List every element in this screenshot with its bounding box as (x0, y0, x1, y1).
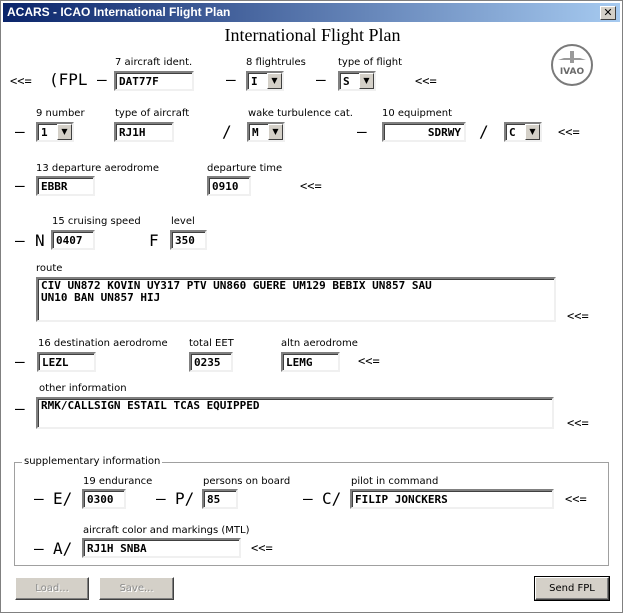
aircraft-color-input[interactable]: RJ1H SNBA (82, 538, 241, 558)
equipment-label: 10 equipment (382, 108, 453, 119)
supp-dash-4: – (34, 539, 44, 558)
ivao-logo-icon (550, 43, 594, 87)
speed-unit-n: N (35, 231, 45, 250)
page-title: International Flight Plan (224, 25, 401, 45)
row1-dash-1: – (97, 70, 107, 89)
other-information-textarea[interactable]: RMK/CALLSIGN ESTAIL TCAS EQUIPPED (36, 397, 554, 429)
row6-dash: – (15, 352, 25, 371)
supp-dash-3: – (303, 489, 313, 508)
altn-aerodrome-label: altn aerodrome (281, 338, 358, 349)
flightrules-value: I (251, 75, 258, 88)
save-button[interactable]: Save... (99, 577, 174, 600)
route-arrow: <<= (567, 309, 589, 323)
number-label: 9 number (36, 108, 85, 119)
row1-dash-2: – (226, 70, 236, 89)
supp-arrow-1: <<= (565, 492, 587, 506)
wake-turbulence-select[interactable] (247, 122, 285, 142)
aircraft-type-label: type of aircraft (115, 108, 190, 119)
svg-text:IVAO: IVAO (559, 67, 585, 77)
persons-on-board-input[interactable]: 85 (202, 489, 238, 509)
wake-turbulence-value: M (252, 126, 259, 139)
supplementary-title: supplementary information (24, 456, 161, 467)
row2-slash-2: / (479, 122, 489, 141)
departure-aerodrome-input[interactable]: EBBR (36, 176, 95, 196)
level-input[interactable]: 350 (170, 230, 207, 250)
fpl-prefix: (FPL (49, 70, 88, 89)
other-dash: – (15, 399, 25, 418)
row4-dash: – (15, 231, 25, 250)
supp-arrow-2: <<= (251, 541, 273, 555)
aircraft-type-input[interactable]: RJ1H (114, 122, 174, 142)
load-button[interactable]: Load... (15, 577, 89, 600)
endurance-prefix: E/ (53, 489, 73, 508)
aircraft-color-label: aircraft color and markings (MTL) (83, 525, 250, 536)
aircraft-ident-label: 7 aircraft ident. (115, 57, 193, 68)
row3-dash: – (15, 176, 25, 195)
send-fpl-button[interactable]: Send FPL (535, 577, 609, 600)
pilot-prefix: C/ (322, 489, 342, 508)
equipment-2-select[interactable] (504, 122, 542, 142)
persons-prefix: P/ (175, 489, 195, 508)
aircraft-ident-input[interactable]: DAT77F (114, 71, 194, 91)
row1-dash-3: – (316, 70, 326, 89)
row2-arrow: <<= (558, 125, 580, 139)
chevron-down-icon[interactable]: ▼ (359, 73, 374, 89)
level-unit-f: F (149, 231, 159, 250)
route-textarea[interactable]: CIV UN872 KOVIN UY317 PTV UN860 GUERE UM129 BEBIX UN857 SAU UN10 BAN UN857 HIJ (36, 277, 556, 322)
chevron-down-icon[interactable]: ▼ (525, 124, 540, 140)
row2-slash-1: / (222, 122, 232, 141)
destination-aerodrome-label: 16 destination aerodrome (38, 338, 168, 349)
type-of-flight-value: S (343, 75, 350, 88)
total-eet-input[interactable]: 0235 (189, 352, 233, 372)
window-title: ACARS - ICAO International Flight Plan (7, 5, 231, 19)
type-of-flight-select[interactable] (338, 71, 376, 91)
other-arrow: <<= (567, 416, 589, 430)
equipment-input[interactable]: SDRWY (382, 122, 466, 142)
chevron-down-icon[interactable]: ▼ (268, 124, 283, 140)
row2-dash-1: – (15, 122, 25, 141)
equipment-2-value: C (509, 126, 516, 139)
persons-on-board-label: persons on board (203, 476, 291, 487)
supp-dash-2: – (156, 489, 166, 508)
pilot-in-command-input[interactable]: FILIP JONCKERS (350, 489, 554, 509)
flightrules-select[interactable] (246, 71, 284, 91)
departure-time-input[interactable]: 0910 (207, 176, 251, 196)
chevron-down-icon[interactable]: ▼ (267, 73, 282, 89)
type-of-flight-label: type of flight (338, 57, 403, 68)
route-label: route (36, 263, 63, 274)
row6-arrow: <<= (358, 354, 380, 368)
number-select[interactable] (36, 122, 74, 142)
close-icon[interactable]: ✕ (600, 6, 616, 20)
wake-turbulence-label: wake turbulence cat. (248, 108, 353, 119)
endurance-label: 19 endurance (83, 476, 153, 487)
flightrules-label: 8 flightrules (246, 57, 306, 68)
departure-aerodrome-label: 13 departure aerodrome (36, 163, 160, 174)
number-value: 1 (41, 126, 48, 139)
row1-arrow-2: <<= (415, 74, 437, 88)
pilot-in-command-label: pilot in command (351, 476, 439, 487)
row1-arrow: <<= (10, 74, 32, 88)
cruising-speed-input[interactable]: 0407 (51, 230, 95, 250)
row2-dash-2: – (357, 122, 367, 141)
altn-aerodrome-input[interactable]: LEMG (281, 352, 340, 372)
cruising-speed-label: 15 cruising speed (52, 216, 141, 227)
chevron-down-icon[interactable]: ▼ (57, 124, 72, 140)
endurance-input[interactable]: 0300 (82, 489, 126, 509)
total-eet-label: total EET (189, 338, 234, 349)
destination-aerodrome-input[interactable]: LEZL (37, 352, 96, 372)
row3-arrow: <<= (300, 179, 322, 193)
supp-dash-1: – (34, 489, 44, 508)
other-information-label: other information (39, 383, 127, 394)
aircraft-color-prefix: A/ (53, 539, 73, 558)
departure-time-label: departure time (207, 163, 283, 174)
level-label: level (171, 216, 195, 227)
title-bar (3, 3, 620, 22)
